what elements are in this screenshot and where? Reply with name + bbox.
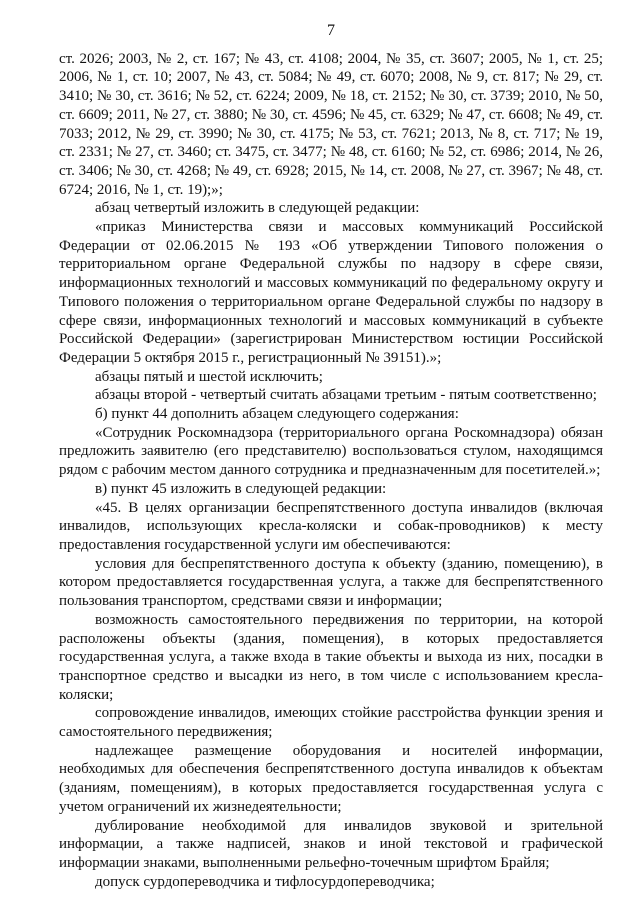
- paragraph-interpreter: допуск сурдопереводчика и тифлосурдопереводчика;: [95, 873, 435, 890]
- paragraph-item-v: в) пункт 45 изложить в следующей редакции:: [95, 480, 387, 497]
- paragraph-item-b: б) пункт 44 дополнить абзацем следующего содержания:: [95, 406, 459, 423]
- paragraph-order-text: «приказ Министерства связи и массовых коммуникаций Российской Федерации от 02.06.2015 № 193 «Об утверждении Типового положения о территориальном органе Федеральной службы по надзору в сфере связи, информационных технологий и массовых коммуникаций по федеральному округу и Типового положения о территориальном органе Федеральной службы по надзору в сфере связи, информационных технологий и массовых коммуникаций в субъекте Российской Федерации» (зарегистрирован Министерством юстиции Российской Федерации 5 октября 2015 г., регистрационный № 39151).»;: [59, 219, 603, 366]
- paragraph-employee-chair: «Сотрудник Роскомнадзора (территориального органа Роскомнадзора) обязан предложить заявителю (его представителю) воспользоваться стулом, находящимся рядом с рабочим местом данного сотрудника и предназначенным для посетителей.»;: [59, 424, 603, 479]
- paragraph-escort: сопровождение инвалидов, имеющих стойкие расстройства функции зрения и самостоятельного передвижения;: [59, 705, 603, 741]
- paragraph-legal-references: ст. 2026; 2003, № 2, ст. 167; № 43, ст. 4108; 2004, № 35, ст. 3607; 2005, № 1, ст. 25; 2006, № 1, ст. 10; 2007, № 43, ст. 5084; № 49, ст. 6070; 2008, № 9, ст. 817; № 29, ст. 3410; № 30, ст. 3616; № 52, ст. 6224; 2009, № 18, ст. 2152; № 30, ст. 3739; 2010, № 50, ст. 6609; 2011, № 27, ст. 3880; № 30, ст. 4596; № 45, ст. 6329; № 47, ст. 6608; № 49, ст. 7033; 2012, № 29, ст. 3990; № 30, ст. 4175; № 53, ст. 7621; 2013, № 8, ст. 717; № 19, ст. 2331; № 27, ст. 3460; ст. 3475, ст. 3477; № 48, ст. 6160; № 52, ст. 6986; 2014, № 26, ст. 3406; № 30, ст. 4268; № 49, ст. 6928; 2015, № 14, ст. 2008, № 27, ст. 3967; № 48, ст. 6724; 2016, № 1, ст. 19);»;: [59, 50, 603, 198]
- paragraph-access-conditions: условия для беспрепятственного доступа к объекту (зданию, помещению), в котором предоставляется государственная услуга, а также для беспрепятственного пользования транспортом, средствами связи и информации;: [59, 555, 603, 610]
- paragraph-amendment-fourth: абзац четвертый изложить в следующей редакции:: [95, 200, 420, 217]
- paragraph-movement: возможность самостоятельного передвижения по территории, на которой расположены объекты (здания, помещения), в которых предоставляется государственная услуга, а также входа в такие объекты и выхода из них, посадки в транспортное средство и высадки из него, в том числе с использованием кресла-коляски;: [59, 611, 603, 703]
- paragraph-braille: дублирование необходимой для инвалидов звуковой и зрительной информации, а также надписей, знаков и иной текстовой и графической информации знаками, выполненными рельефно-точечным шрифтом Брайля;: [59, 817, 603, 871]
- paragraph-exclude: абзацы пятый и шестой исключить;: [95, 368, 323, 385]
- paragraph-equipment: надлежащее размещение оборудования и носителей информации, необходимых для обеспечения беспрепятственного доступа инвалидов к объектам (зданиям, помещениям), в которых предоставляется государственная услуга с учетом ограничений их жизнедеятельности;: [59, 742, 603, 815]
- paragraph-clause-45: «45. В целях организации беспрепятственного доступа инвалидов (включая инвалидов, использующих кресла-коляски и собак-проводников) к месту предоставления государственной услуги им обеспечиваются:: [59, 499, 603, 553]
- paragraph-renumber: абзацы второй - четвертый считать абзацами третьим - пятым соответственно;: [95, 387, 597, 404]
- page-number: 7: [327, 22, 335, 39]
- document-page: [59, 22, 603, 891]
